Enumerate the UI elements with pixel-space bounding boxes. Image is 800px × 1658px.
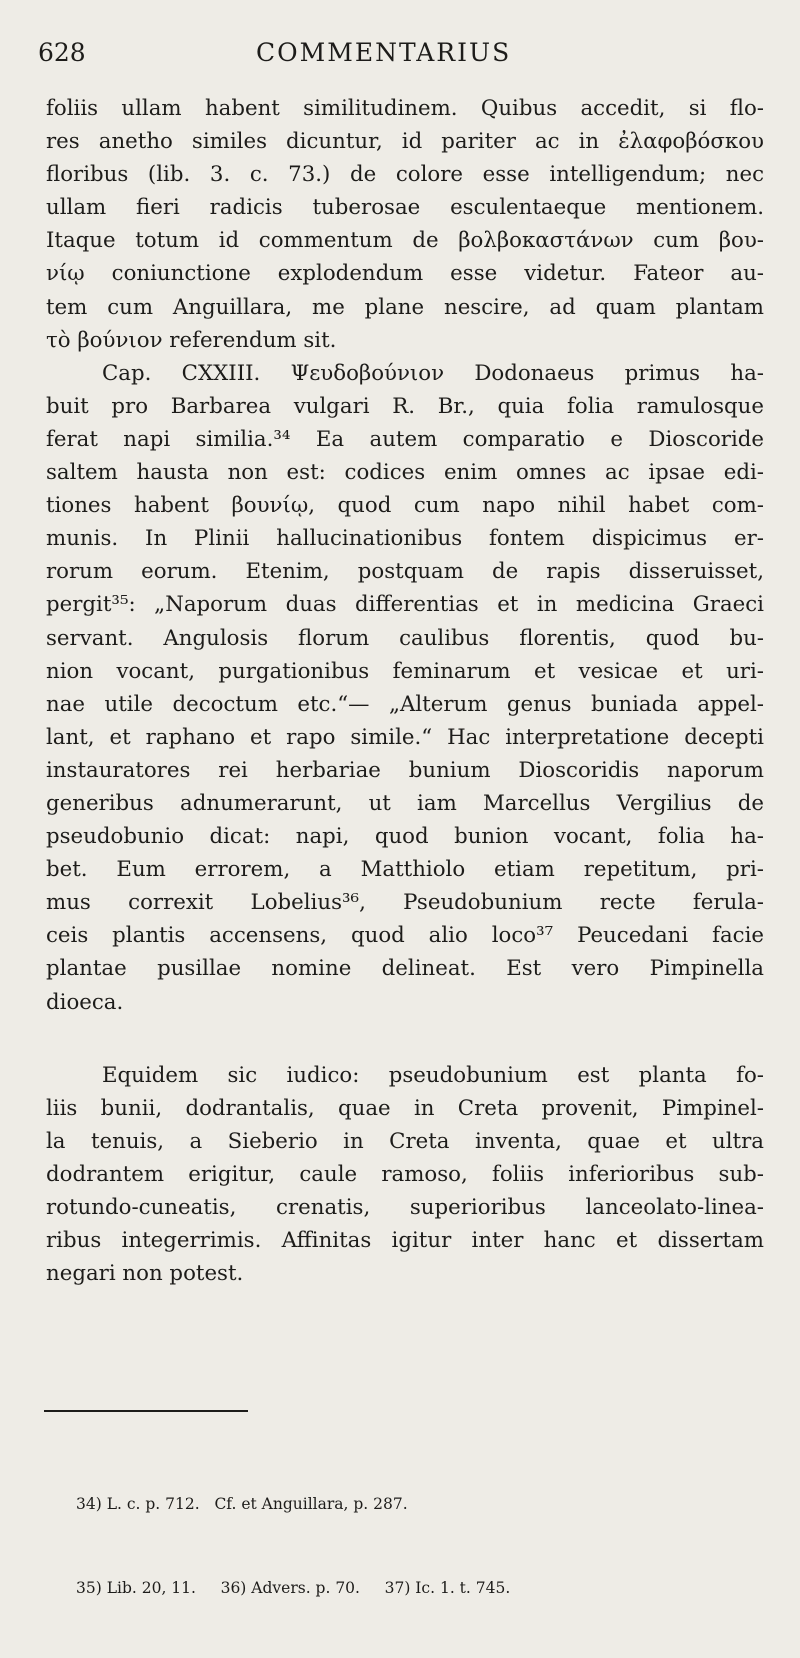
- text-line: τὸ βούνιον referendum sit.: [46, 327, 337, 353]
- text-line: ferat napi similia.³⁴ Ea autem comparatio e Dioscoride: [46, 426, 764, 452]
- text-line: ceis plantis accensens, quod alio loco³⁷ Peucedani facie: [46, 923, 764, 949]
- text-line: pergit³⁵: „Naporum duas differentias et in medicina Graeci: [46, 592, 764, 618]
- text-line: rotundo-cuneatis, crenatis, superioribus lanceolato-linea-: [46, 1195, 764, 1220]
- running-title: COMMENTARIUS: [256, 38, 512, 67]
- page-number: 628: [38, 38, 86, 67]
- text-line: buit pro Barbarea vulgari R. Br., quia folia ramulosque: [46, 393, 764, 419]
- text-line: tiones habent βουνίῳ, quod cum napo nihil habet com-: [46, 493, 764, 519]
- text-line: foliis ullam habent similitudinem. Quibus accedit, si flo-: [46, 96, 764, 121]
- text-line: ullam fieri radicis tuberosae esculentaeque mentionem.: [46, 195, 764, 221]
- page-header: [38, 38, 760, 78]
- text-line: tem cum Anguillara, me plane nescire, ad quam plantam: [46, 294, 764, 320]
- text-line: negari non potest.: [46, 1261, 244, 1287]
- text-line: mus correxit Lobelius³⁶, Pseudobunium recte ferula-: [46, 890, 764, 916]
- text-line: Itaque totum id commentum de βολβοκαστάνων cum βου-: [46, 228, 764, 254]
- text-line: Cap. CXXIII. Ψευδοβούνιον Dodonaeus primus ha-: [102, 360, 764, 386]
- footnote-divider: [44, 1410, 248, 1412]
- text-line: dioeca.: [46, 989, 124, 1015]
- text-line: instauratores rei herbariae bunium Dioscoridis naporum: [46, 757, 764, 783]
- text-line: Equidem sic iudico: pseudobunium est planta fo-: [102, 1062, 764, 1088]
- text-line: floribus (lib. 3. c. 73.) de colore esse intelligendum; nec: [46, 162, 764, 188]
- footnote-line: 35) Lib. 20, 11. 36) Advers. p. 70. 37) Ic. 1. t. 745.: [76, 1579, 511, 1597]
- text-line: bet. Eum errorem, a Matthiolo etiam repetitum, pri-: [46, 857, 764, 883]
- text-line: generibus adnumerarunt, ut iam Marcellus Vergilius de: [46, 790, 764, 816]
- text-line: pseudobunio dicat: napi, quod bunion vocant, folia ha-: [46, 824, 764, 850]
- text-line: ribus integerrimis. Affinitas igitur inter hanc et dissertam: [46, 1228, 764, 1254]
- footnotes: [76, 1434, 776, 1658]
- text-line: νίῳ coniunctione explodendum esse videtur. Fateor au-: [46, 261, 764, 287]
- text-line: res anetho similes dicuntur, id pariter ac in ἐλαφοβόσκου: [46, 129, 764, 155]
- text-line: la tenuis, a Sieberio in Creta inventa, quae et ultra: [46, 1128, 764, 1154]
- text-line: servant. Angulosis florum caulibus florentis, quod bu-: [46, 625, 764, 651]
- text-line: rorum eorum. Etenim, postquam de rapis disseruisset,: [46, 559, 764, 585]
- paragraph-gap: [46, 1019, 764, 1059]
- text-line: munis. In Plinii hallucinationibus fontem dispicimus er-: [46, 526, 764, 552]
- text-line: nion vocant, purgationibus feminarum et vesicae et uri-: [46, 658, 764, 684]
- text-line: plantae pusillae nomine delineat. Est vero Pimpinella: [46, 956, 764, 982]
- text-line: saltem hausta non est: codices enim omnes ac ipsae edi-: [46, 460, 764, 486]
- text-line: nae utile decoctum etc.“— „Alterum genus buniada appel-: [46, 691, 764, 717]
- text-line: liis bunii, dodrantalis, quae in Creta provenit, Pimpinel-: [46, 1095, 764, 1121]
- footnote-line: 34) L. c. p. 712. Cf. et Anguillara, p. 287.: [76, 1495, 408, 1513]
- text-line: dodrantem erigitur, caule ramoso, foliis inferioribus sub-: [46, 1161, 764, 1187]
- text-line: lant, et raphano et rapo simile.“ Hac interpretatione decepti: [46, 724, 764, 750]
- main-text: [46, 92, 764, 1290]
